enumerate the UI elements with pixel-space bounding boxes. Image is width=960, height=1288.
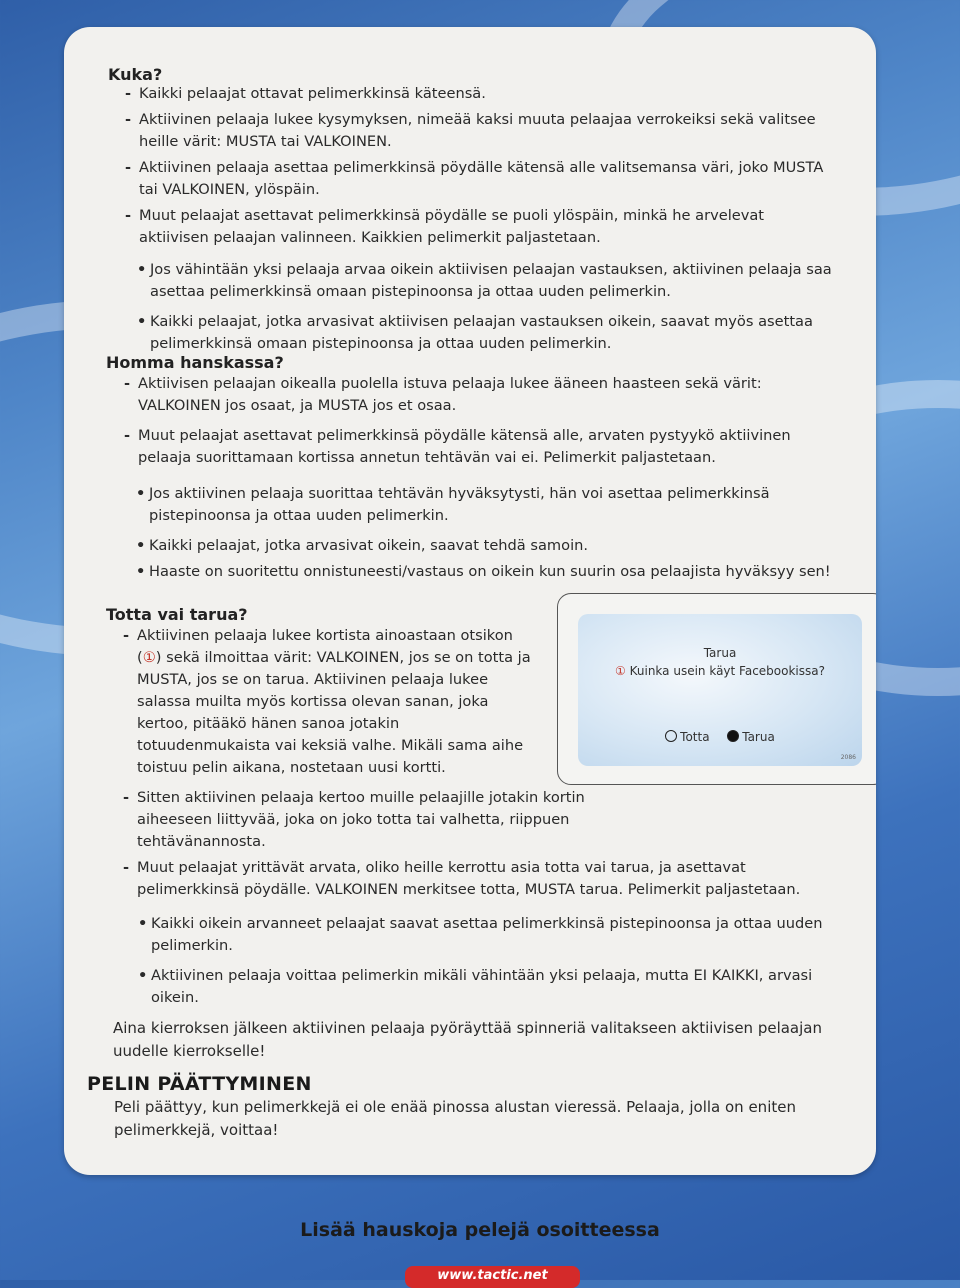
homma-bullet-1: • Jos aktiivinen pelaaja suorittaa tehtävän hyväksytysti, hän voi asettaa pelimerkkinsä pistepinoonsa ja ottaa uuden pelimerkin.: [149, 483, 839, 527]
totta-bullet-2: • Aktiivinen pelaaja voittaa pelimerkin mikäli vähintään yksi pelaaja, mutta EI KAIKKI, arvasi oikein.: [151, 965, 851, 1009]
homma-bullet-3: • Haaste on suoritettu onnistuneesti/vastaus on oikein kun suurin osa pelaajista hyväksyy sen!: [149, 561, 839, 583]
round-closing-text: Aina kierroksen jälkeen aktiivinen pelaaja pyöräyttää spinneriä valitakseen aktiivisen pelaajan uudelle kierrokselle!: [113, 1019, 822, 1060]
black-circle-icon: [727, 730, 739, 742]
kuka-step-2: - Aktiivinen pelaaja lukee kysymyksen, nimeää kaksi muuta pelaajaa verrokeiksi sekä valitsee heille värit: MUSTA tai VALKOINEN.: [139, 109, 839, 153]
section-title-kuka: Kuka?: [108, 65, 163, 84]
totta-step-1-text-b: ) sekä ilmoittaa värit: VALKOINEN, jos se on totta ja MUSTA, jos se on tarua. Aktiivinen pelaaja lukee salassa muilta myös kortissa olevan sanan, joka kertoo, pitääkö hänen sanoa jotakin totuudenmukaista vai keksiä valhe. Mikäli sama aihe toistuu pelin aikana, nostetaan uusi kortti.: [137, 649, 531, 776]
card-options: [578, 730, 862, 744]
totta-step-1: [137, 625, 537, 779]
example-card: [578, 614, 862, 766]
homma-step-1: - Aktiivisen pelaajan oikealla puolella istuva pelaaja lukee ääneen haasteen sekä värit: VALKOINEN jos osaat, ja MUSTA jos et osaa.: [138, 373, 828, 417]
card-question-text: Kuinka usein käyt Facebookissa?: [629, 664, 825, 678]
card-option-true: Totta: [680, 730, 710, 744]
card-number-icon: ①: [615, 664, 626, 678]
totta-bullet-1: • Kaikki oikein arvanneet pelaajat saavat asettaa pelimerkkinsä pistepinoonsa ja ottaa uuden pelimerkin.: [151, 913, 851, 957]
card-question: [578, 664, 862, 678]
white-circle-icon: [665, 730, 677, 742]
homma-step-2: - Muut pelaajat asettavat pelimerkkinsä pöydälle kätensä alle, arvaten pystyykö aktiivinen pelaaja suorittamaan kortissa annetun tehtävän vai ei. Pelimerkit paljastetaan.: [138, 425, 828, 469]
card-option-false: Tarua: [742, 730, 775, 744]
rules-sheet: [64, 27, 876, 1175]
tactic-logo: www.tactic.net: [405, 1266, 580, 1288]
kuka-step-3: - Aktiivinen pelaaja asettaa pelimerkkinsä pöydälle kätensä alle valitsemansa väri, joko MUSTA tai VALKOINEN, ylöspäin.: [139, 157, 839, 201]
section-title-totta: Totta vai tarua?: [106, 605, 248, 624]
kuka-step-4: - Muut pelaajat asettavat pelimerkkinsä pöydälle se puoli ylöspäin, minkä he arvelevat aktiivisen pelaajan valinneen. Kaikkien pelimerkit paljastetaan.: [139, 205, 829, 249]
card-code: 2086: [840, 754, 856, 761]
example-card-frame: [557, 593, 876, 785]
kuka-bullet-2: • Kaikki pelaajat, jotka arvasivat aktiivisen pelaajan vastauksen oikein, saavat myös asettaa pelimerkkinsä omaan pistepinoonsa ja ottaa uuden pelimerkin.: [150, 311, 840, 355]
section-title-homma: Homma hanskassa?: [106, 353, 284, 372]
rules-content: [64, 27, 876, 1175]
kuka-step-1: - Kaikki pelaajat ottavat pelimerkkinsä käteensä.: [139, 83, 819, 105]
section-title-ending: PELIN PÄÄTTYMINEN: [87, 1073, 312, 1095]
kuka-bullet-1: • Jos vähintään yksi pelaaja arvaa oikein aktiivisen pelaajan vastauksen, aktiivinen pelaaja saa asettaa pelimerkkinsä omaan pistepinoonsa ja ottaa uuden pelimerkin.: [150, 259, 840, 303]
card-number-marker: ①: [142, 649, 156, 666]
footer-text: Lisää hauskoja pelejä osoitteessa: [300, 1219, 660, 1241]
card-answer-word: Tarua: [703, 646, 737, 660]
totta-step-1-text-a: Aktiivinen pelaaja lukee kortista ainoastaan otsikon (: [137, 627, 513, 666]
ending-text: Peli päättyy, kun pelimerkkejä ei ole enää pinossa alustan vieressä. Pelaaja, jolla on eniten pelimerkkejä, voittaa!: [114, 1098, 796, 1139]
homma-bullet-2: • Kaikki pelaajat, jotka arvasivat oikein, saavat tehdä samoin.: [149, 535, 839, 557]
totta-step-3: - Muut pelaajat yrittävät arvata, oliko heille kerrottu asia totta vai tarua, ja asettavat pelimerkkinsä pöydälle. VALKOINEN merkitsee totta, MUSTA tarua. Pelimerkit paljastetaan.: [137, 857, 837, 901]
totta-step-2: - Sitten aktiivinen pelaaja kertoo muille pelaajille jotakin kortin aiheeseen liittyvää, joka on joko totta tai valhetta, riippuen tehtävänannosta.: [137, 787, 647, 853]
